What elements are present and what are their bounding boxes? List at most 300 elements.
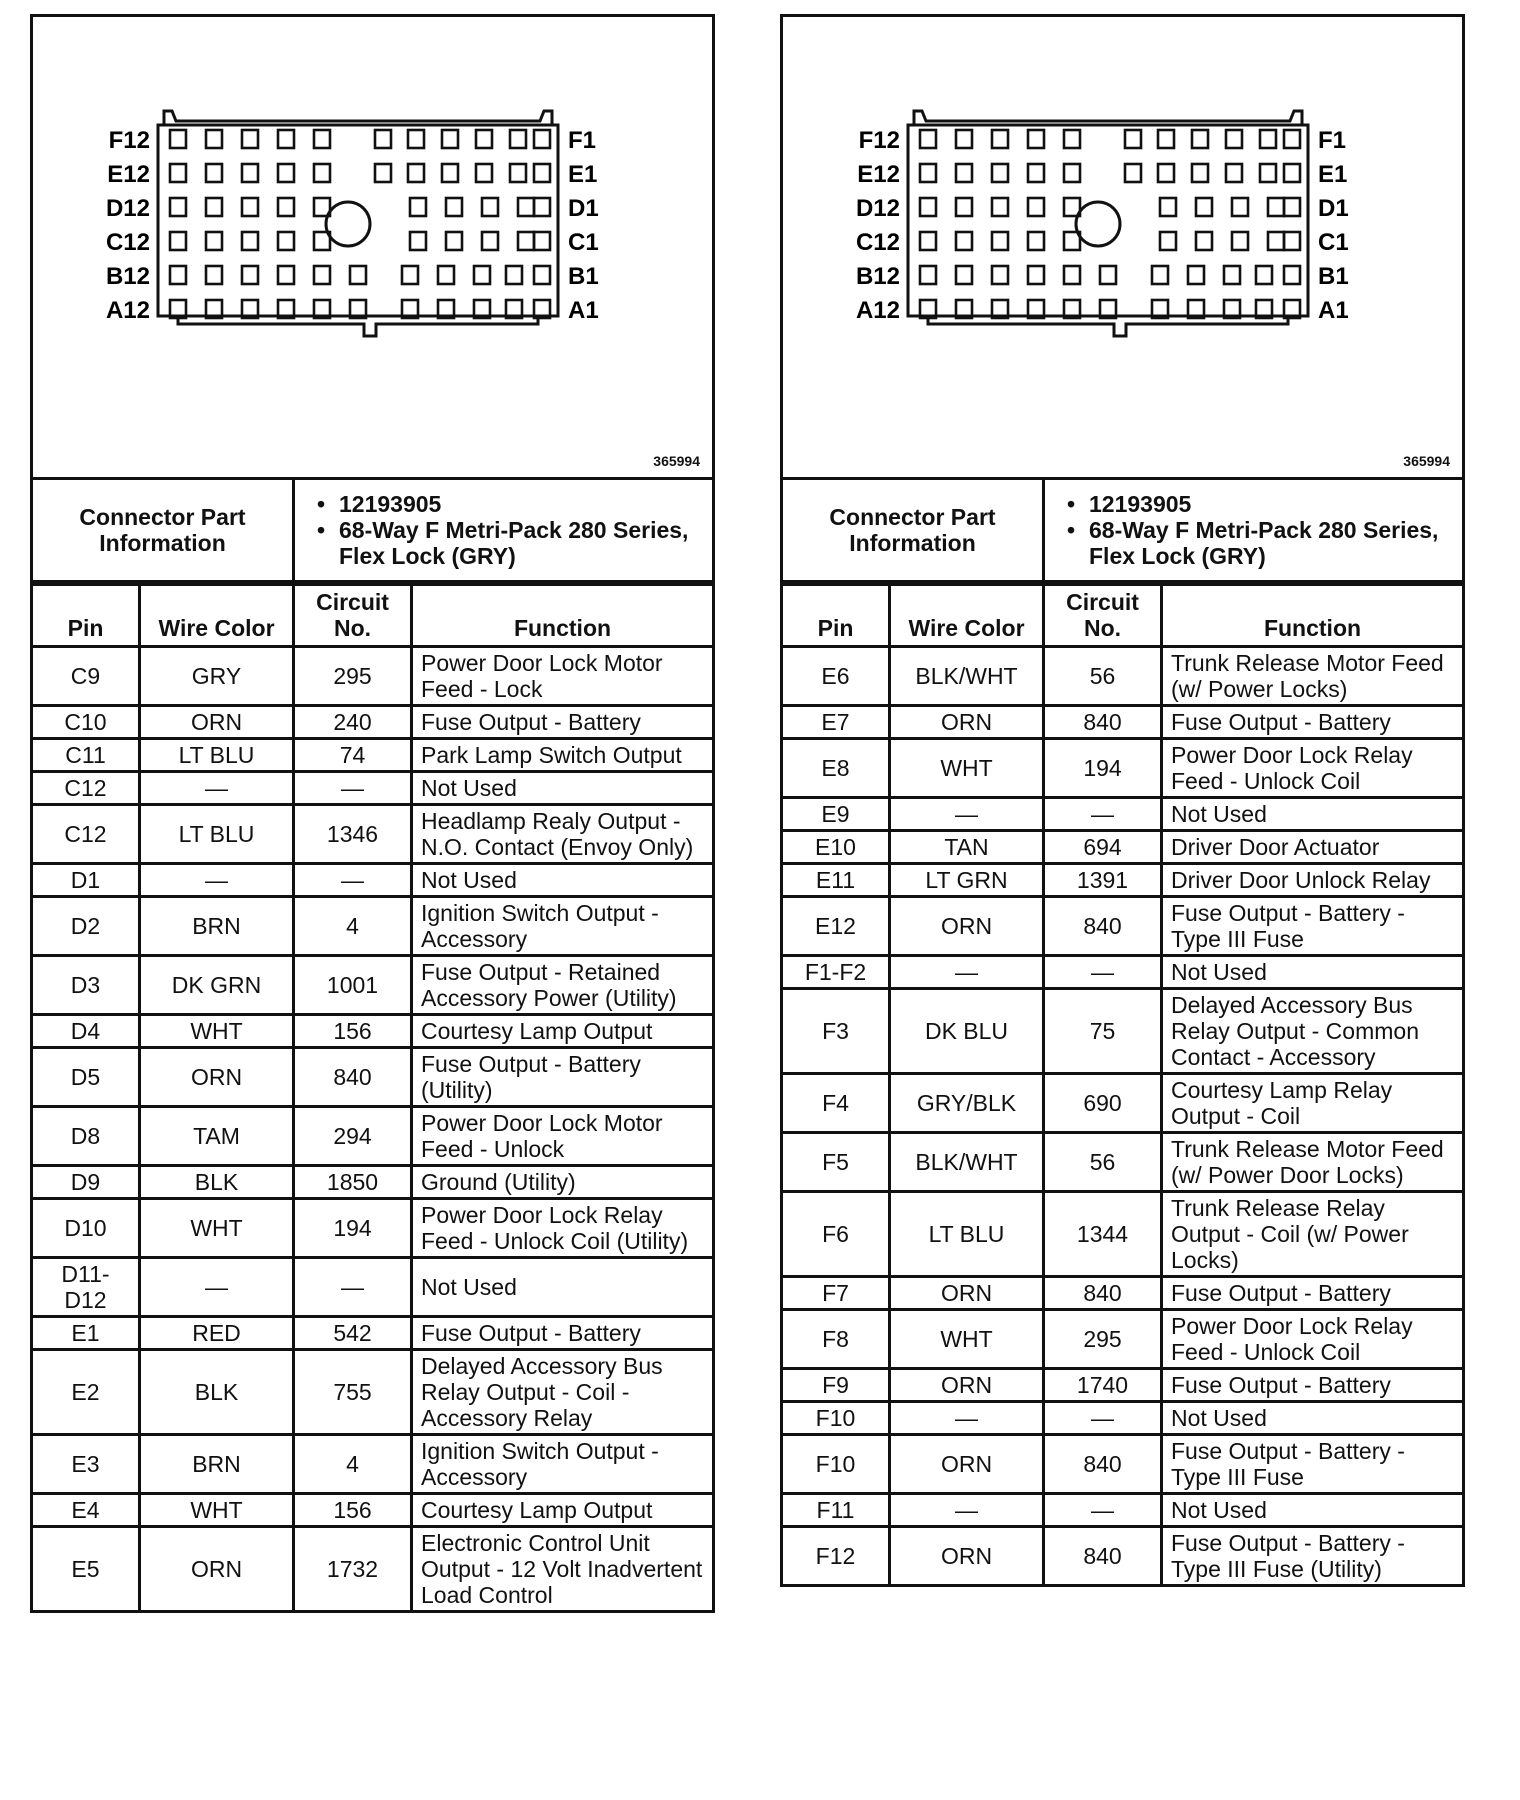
connector-panel-left [30, 14, 715, 1613]
circuit-cell: 75 [1044, 989, 1162, 1074]
function-cell: Not Used [412, 864, 714, 897]
wire-color-cell: ORN [890, 706, 1044, 739]
pin-cavity [992, 164, 1008, 182]
circuit-cell: 194 [294, 1199, 412, 1258]
pin-cavity [242, 130, 258, 148]
pin-cavity [1226, 164, 1242, 182]
pin-cavity [170, 130, 186, 148]
table-row [32, 897, 714, 956]
function-cell: Not Used [1162, 956, 1464, 989]
wire-color-cell: — [890, 956, 1044, 989]
table-row [32, 1166, 714, 1199]
function-cell: Ignition Switch Output - Accessory [412, 897, 714, 956]
wire-color-cell: WHT [140, 1199, 294, 1258]
table-row [782, 647, 1464, 706]
pin-cell: E12 [782, 897, 890, 956]
function-cell: Delayed Accessory Bus Relay Output - Common Contact - Accessory [1162, 989, 1464, 1074]
table-row [782, 1494, 1464, 1527]
row-label-left: D12 [855, 195, 900, 222]
table-row [782, 897, 1464, 956]
pin-cell: E10 [782, 831, 890, 864]
function-header: Function [412, 585, 714, 647]
connector-face-diagram [783, 17, 1468, 477]
wire-color-cell: ORN [890, 1527, 1044, 1586]
pin-cavity [1158, 164, 1174, 182]
wire-color-cell: BLK/WHT [890, 1133, 1044, 1192]
pin-cell: D1 [32, 864, 140, 897]
pin-cavity [206, 130, 222, 148]
table-row [782, 1133, 1464, 1192]
wire-color-cell: TAN [890, 831, 1044, 864]
table-row [32, 647, 714, 706]
circuit-header: Circuit No. [1044, 585, 1162, 647]
pin-cavity [438, 266, 454, 284]
pin-cavity [510, 130, 526, 148]
function-cell: Not Used [412, 1258, 714, 1317]
figure-id: 365994 [1403, 453, 1450, 469]
pin-cavity [1160, 198, 1176, 216]
pin-cavity [408, 164, 424, 182]
table-row [782, 798, 1464, 831]
pin-cavity [375, 164, 391, 182]
wire-color-cell: ORN [890, 1277, 1044, 1310]
pin-cell: E6 [782, 647, 890, 706]
row-label-left: B12 [855, 263, 900, 290]
table-row [32, 1527, 714, 1612]
pin-cell: E5 [32, 1527, 140, 1612]
function-cell: Headlamp Realy Output - N.O. Contact (Envoy Only) [412, 805, 714, 864]
function-header: Function [1162, 585, 1464, 647]
function-cell: Driver Door Unlock Relay [1162, 864, 1464, 897]
row-label-left: C12 [105, 229, 150, 256]
function-cell: Fuse Output - Battery (Utility) [412, 1048, 714, 1107]
pin-cavity [206, 198, 222, 216]
pin-header: Pin [782, 585, 890, 647]
table-row [32, 956, 714, 1015]
circuit-cell: 1346 [294, 805, 412, 864]
pin-cavity [534, 130, 550, 148]
circuit-cell: 4 [294, 897, 412, 956]
pin-cell: F4 [782, 1074, 890, 1133]
pin-cell: F12 [782, 1527, 890, 1586]
function-cell: Electronic Control Unit Output - 12 Volt Inadvertent Load Control [412, 1527, 714, 1612]
table-row [782, 1192, 1464, 1277]
pin-cavity [482, 232, 498, 250]
wire-color-cell: BRN [140, 1435, 294, 1494]
wire-color-cell: LT BLU [140, 805, 294, 864]
row-label-left: E12 [107, 161, 150, 188]
pin-cavity [1284, 164, 1300, 182]
row-label-left: F12 [858, 127, 900, 154]
pin-cavity [375, 130, 391, 148]
pin-cavity [278, 130, 294, 148]
circuit-cell: 1740 [1044, 1369, 1162, 1402]
pin-cavity [1268, 198, 1284, 216]
connector-body [158, 125, 558, 316]
wire-color-cell: GRY [140, 647, 294, 706]
pin-header: Pin [32, 585, 140, 647]
function-cell: Power Door Lock Motor Feed - Lock [412, 647, 714, 706]
pin-cavity [534, 266, 550, 284]
pin-cell: D11-D12 [32, 1258, 140, 1317]
function-cell: Not Used [412, 772, 714, 805]
circuit-cell: 840 [1044, 706, 1162, 739]
latch-circle [1076, 202, 1120, 246]
row-label-left: F12 [108, 127, 150, 154]
function-cell: Courtesy Lamp Relay Output - Coil [1162, 1074, 1464, 1133]
circuit-cell: 56 [1044, 1133, 1162, 1192]
pin-cavity [242, 232, 258, 250]
wire-color-cell: LT BLU [140, 739, 294, 772]
pin-cavity [920, 266, 936, 284]
connector-panel-right [780, 14, 1465, 1587]
wire-color-cell: — [140, 772, 294, 805]
pin-cavity [1232, 232, 1248, 250]
pin-cavity [1064, 266, 1080, 284]
pin-cavity [1256, 266, 1272, 284]
circuit-cell: 295 [294, 647, 412, 706]
circuit-cell: — [1044, 956, 1162, 989]
pin-cell: D10 [32, 1199, 140, 1258]
pin-cavity [1028, 266, 1044, 284]
circuit-cell: 240 [294, 706, 412, 739]
circuit-cell: 542 [294, 1317, 412, 1350]
row-label-right: D1 [1318, 195, 1349, 222]
pin-cavity [410, 198, 426, 216]
circuit-cell: 840 [1044, 1527, 1162, 1586]
connector-top-rail [914, 111, 1302, 125]
pin-cell: E11 [782, 864, 890, 897]
row-label-right: B1 [1318, 263, 1349, 290]
pin-cavity [1192, 164, 1208, 182]
connector-body [908, 125, 1308, 316]
pin-cavity [1125, 130, 1141, 148]
pin-cavity [474, 266, 490, 284]
row-label-right: A1 [568, 297, 599, 324]
pin-cavity [1284, 266, 1300, 284]
function-cell: Fuse Output - Battery [1162, 1369, 1464, 1402]
pin-cavity [170, 232, 186, 250]
pin-cell: F6 [782, 1192, 890, 1277]
pin-cavity [482, 198, 498, 216]
table-row [782, 956, 1464, 989]
wire-color-cell: — [140, 864, 294, 897]
circuit-cell: 1732 [294, 1527, 412, 1612]
pin-cavity [1028, 130, 1044, 148]
pin-cavity [956, 198, 972, 216]
pin-cavity [920, 198, 936, 216]
pin-cavity [1028, 198, 1044, 216]
pin-cavity [206, 266, 222, 284]
table-row [782, 739, 1464, 798]
function-cell: Trunk Release Motor Feed (w/ Power Locks) [1162, 647, 1464, 706]
circuit-cell: — [1044, 798, 1162, 831]
row-label-right: E1 [1318, 161, 1348, 188]
circuit-cell: 840 [1044, 1435, 1162, 1494]
function-cell: Power Door Lock Relay Feed - Unlock Coil [1162, 1310, 1464, 1369]
pin-cavity [1196, 232, 1212, 250]
pin-cavity [170, 266, 186, 284]
function-cell: Fuse Output - Battery [1162, 1277, 1464, 1310]
table-row [32, 864, 714, 897]
table-row [32, 1435, 714, 1494]
pin-cavity [920, 130, 936, 148]
function-cell: Not Used [1162, 1494, 1464, 1527]
pin-cavity [442, 130, 458, 148]
circuit-cell: — [1044, 1402, 1162, 1435]
pin-cavity [1260, 130, 1276, 148]
circuit-cell: — [294, 864, 412, 897]
pin-cell: E3 [32, 1435, 140, 1494]
latch-circle [326, 202, 370, 246]
pin-cell: E8 [782, 739, 890, 798]
table-row [782, 864, 1464, 897]
wire-color-cell: — [890, 798, 1044, 831]
wire-color-cell: ORN [890, 897, 1044, 956]
connector-info-table [780, 477, 1465, 583]
pin-cavity [992, 232, 1008, 250]
pin-cavity [534, 232, 550, 250]
function-cell: Fuse Output - Battery [412, 1317, 714, 1350]
table-row [32, 1048, 714, 1107]
pin-cell: D8 [32, 1107, 140, 1166]
table-row [32, 1494, 714, 1527]
connector-figure [780, 14, 1465, 477]
function-cell: Fuse Output - Battery - Type III Fuse (Utility) [1162, 1527, 1464, 1586]
table-row [32, 1317, 714, 1350]
wire-color-header: Wire Color [890, 585, 1044, 647]
pin-cavity [506, 266, 522, 284]
wire-color-cell: DK GRN [140, 956, 294, 1015]
pin-cavity [278, 164, 294, 182]
table-row [782, 831, 1464, 864]
pin-cavity [1125, 164, 1141, 182]
row-label-right: C1 [568, 229, 599, 256]
wire-color-cell: ORN [140, 1527, 294, 1612]
pin-cavity [446, 198, 462, 216]
pin-cavity [534, 198, 550, 216]
pin-cavity [1188, 266, 1204, 284]
pin-cell: E7 [782, 706, 890, 739]
wire-color-cell: — [890, 1494, 1044, 1527]
function-cell: Fuse Output - Retained Accessory Power (Utility) [412, 956, 714, 1015]
wire-color-cell: ORN [140, 1048, 294, 1107]
pin-cell: E9 [782, 798, 890, 831]
table-row [32, 805, 714, 864]
pin-cell: E2 [32, 1350, 140, 1435]
pin-cavity [956, 130, 972, 148]
pin-cavity [920, 164, 936, 182]
row-label-right: A1 [1318, 297, 1349, 324]
connector-face-diagram [33, 17, 718, 477]
function-cell: Fuse Output - Battery [1162, 706, 1464, 739]
pin-cavity [314, 164, 330, 182]
pin-cavity [476, 130, 492, 148]
pin-cavity [1160, 232, 1176, 250]
pin-cavity [956, 266, 972, 284]
function-cell: Courtesy Lamp Output [412, 1015, 714, 1048]
pin-cavity [1064, 130, 1080, 148]
table-row [32, 739, 714, 772]
pin-cell: C10 [32, 706, 140, 739]
pin-cavity [1226, 130, 1242, 148]
pin-cavity [314, 266, 330, 284]
pin-cavity [278, 232, 294, 250]
wire-color-cell: WHT [140, 1494, 294, 1527]
table-row [782, 989, 1464, 1074]
part-number: • 12193905 [1067, 491, 1454, 517]
wire-color-cell: ORN [140, 706, 294, 739]
pin-cavity [170, 198, 186, 216]
pin-cavity [206, 232, 222, 250]
function-cell: Not Used [1162, 1402, 1464, 1435]
pin-cavity [1064, 164, 1080, 182]
circuit-cell: 755 [294, 1350, 412, 1435]
row-label-left: D12 [105, 195, 150, 222]
pin-cell: F9 [782, 1369, 890, 1402]
pin-cavity [1196, 198, 1212, 216]
circuit-header: Circuit No. [294, 585, 412, 647]
table-row [782, 1074, 1464, 1133]
pin-cavity [518, 198, 534, 216]
circuit-cell: — [1044, 1494, 1162, 1527]
function-cell: Not Used [1162, 798, 1464, 831]
function-cell: Trunk Release Relay Output - Coil (w/ Power Locks) [1162, 1192, 1464, 1277]
wire-color-cell: RED [140, 1317, 294, 1350]
pin-cavity [1192, 130, 1208, 148]
function-cell: Courtesy Lamp Output [412, 1494, 714, 1527]
wire-color-cell: BLK [140, 1350, 294, 1435]
circuit-cell: 1344 [1044, 1192, 1162, 1277]
pin-cavity [170, 164, 186, 182]
wire-color-cell: WHT [140, 1015, 294, 1048]
connector-info-table [30, 477, 715, 583]
function-cell: Power Door Lock Motor Feed - Unlock [412, 1107, 714, 1166]
row-label-right: C1 [1318, 229, 1349, 256]
wire-color-header: Wire Color [140, 585, 294, 647]
row-label-left: A12 [855, 297, 900, 324]
function-cell: Driver Door Actuator [1162, 831, 1464, 864]
pin-cell: D9 [32, 1166, 140, 1199]
pin-cavity [1284, 198, 1300, 216]
pin-cavity [992, 130, 1008, 148]
pin-cavity [1100, 266, 1116, 284]
wire-color-cell: ORN [890, 1369, 1044, 1402]
pin-cavity [534, 164, 550, 182]
pin-cavity [1158, 130, 1174, 148]
pin-cavity [278, 266, 294, 284]
pin-cavity [992, 266, 1008, 284]
table-row [782, 1527, 1464, 1586]
part-number: • 12193905 [317, 491, 704, 517]
pin-cavity [476, 164, 492, 182]
pin-cell: F8 [782, 1310, 890, 1369]
pin-cell: F10 [782, 1402, 890, 1435]
circuit-cell: 1391 [1044, 864, 1162, 897]
row-label-left: E12 [857, 161, 900, 188]
wire-color-cell: — [890, 1402, 1044, 1435]
pin-cavity [920, 232, 936, 250]
circuit-cell: 1850 [294, 1166, 412, 1199]
wire-color-cell: BLK [140, 1166, 294, 1199]
circuit-cell: 156 [294, 1494, 412, 1527]
pin-cavity [1028, 164, 1044, 182]
wire-color-cell: BRN [140, 897, 294, 956]
connector-top-rail [164, 111, 552, 125]
circuit-cell: 294 [294, 1107, 412, 1166]
pin-cavity [1028, 232, 1044, 250]
pin-cell: F7 [782, 1277, 890, 1310]
pin-cavity [242, 164, 258, 182]
pin-cell: F10 [782, 1435, 890, 1494]
wire-color-cell: GRY/BLK [890, 1074, 1044, 1133]
row-label-right: F1 [568, 127, 597, 154]
table-row [32, 772, 714, 805]
wire-color-cell: — [140, 1258, 294, 1317]
pin-cell: D4 [32, 1015, 140, 1048]
pin-cavity [314, 130, 330, 148]
table-row [32, 1107, 714, 1166]
function-cell: Ground (Utility) [412, 1166, 714, 1199]
circuit-cell: 690 [1044, 1074, 1162, 1133]
pin-table [780, 583, 1465, 1587]
pin-cavity [956, 232, 972, 250]
table-row [782, 1277, 1464, 1310]
table-row [782, 706, 1464, 739]
pin-cell: E4 [32, 1494, 140, 1527]
pin-cavity [1268, 232, 1284, 250]
table-row [782, 1310, 1464, 1369]
table-row [32, 1258, 714, 1317]
circuit-cell: 840 [1044, 1277, 1162, 1310]
pin-cavity [956, 164, 972, 182]
pin-cavity [410, 232, 426, 250]
table-row [782, 1402, 1464, 1435]
connector-description: • 68-Way F Metri-Pack 280 Series, Flex Lock (GRY) [317, 517, 704, 569]
wire-color-cell: ORN [890, 1435, 1044, 1494]
function-cell: Ignition Switch Output - Accessory [412, 1435, 714, 1494]
pin-cell: F3 [782, 989, 890, 1074]
pin-cavity [1260, 164, 1276, 182]
circuit-cell: 194 [1044, 739, 1162, 798]
pin-cavity [206, 164, 222, 182]
circuit-cell: 694 [1044, 831, 1162, 864]
connector-description: • 68-Way F Metri-Pack 280 Series, Flex Lock (GRY) [1067, 517, 1454, 569]
pin-cell: F1-F2 [782, 956, 890, 989]
table-row [782, 1435, 1464, 1494]
circuit-cell: 4 [294, 1435, 412, 1494]
table-row [32, 1015, 714, 1048]
connector-figure [30, 14, 715, 477]
row-label-right: E1 [568, 161, 598, 188]
pin-cavity [408, 130, 424, 148]
row-label-left: C12 [855, 229, 900, 256]
function-cell: Power Door Lock Relay Feed - Unlock Coil (Utility) [412, 1199, 714, 1258]
table-row [32, 1350, 714, 1435]
function-cell: Park Lamp Switch Output [412, 739, 714, 772]
connector-info-label: Connector Part Information [32, 479, 294, 582]
pin-cell: C9 [32, 647, 140, 706]
pin-cavity [518, 232, 534, 250]
row-label-left: B12 [105, 263, 150, 290]
wire-color-cell: LT GRN [890, 864, 1044, 897]
pin-cell: D3 [32, 956, 140, 1015]
function-cell: Fuse Output - Battery - Type III Fuse [1162, 1435, 1464, 1494]
circuit-cell: 295 [1044, 1310, 1162, 1369]
pin-cavity [1232, 198, 1248, 216]
pin-cell: F5 [782, 1133, 890, 1192]
table-row [32, 1199, 714, 1258]
